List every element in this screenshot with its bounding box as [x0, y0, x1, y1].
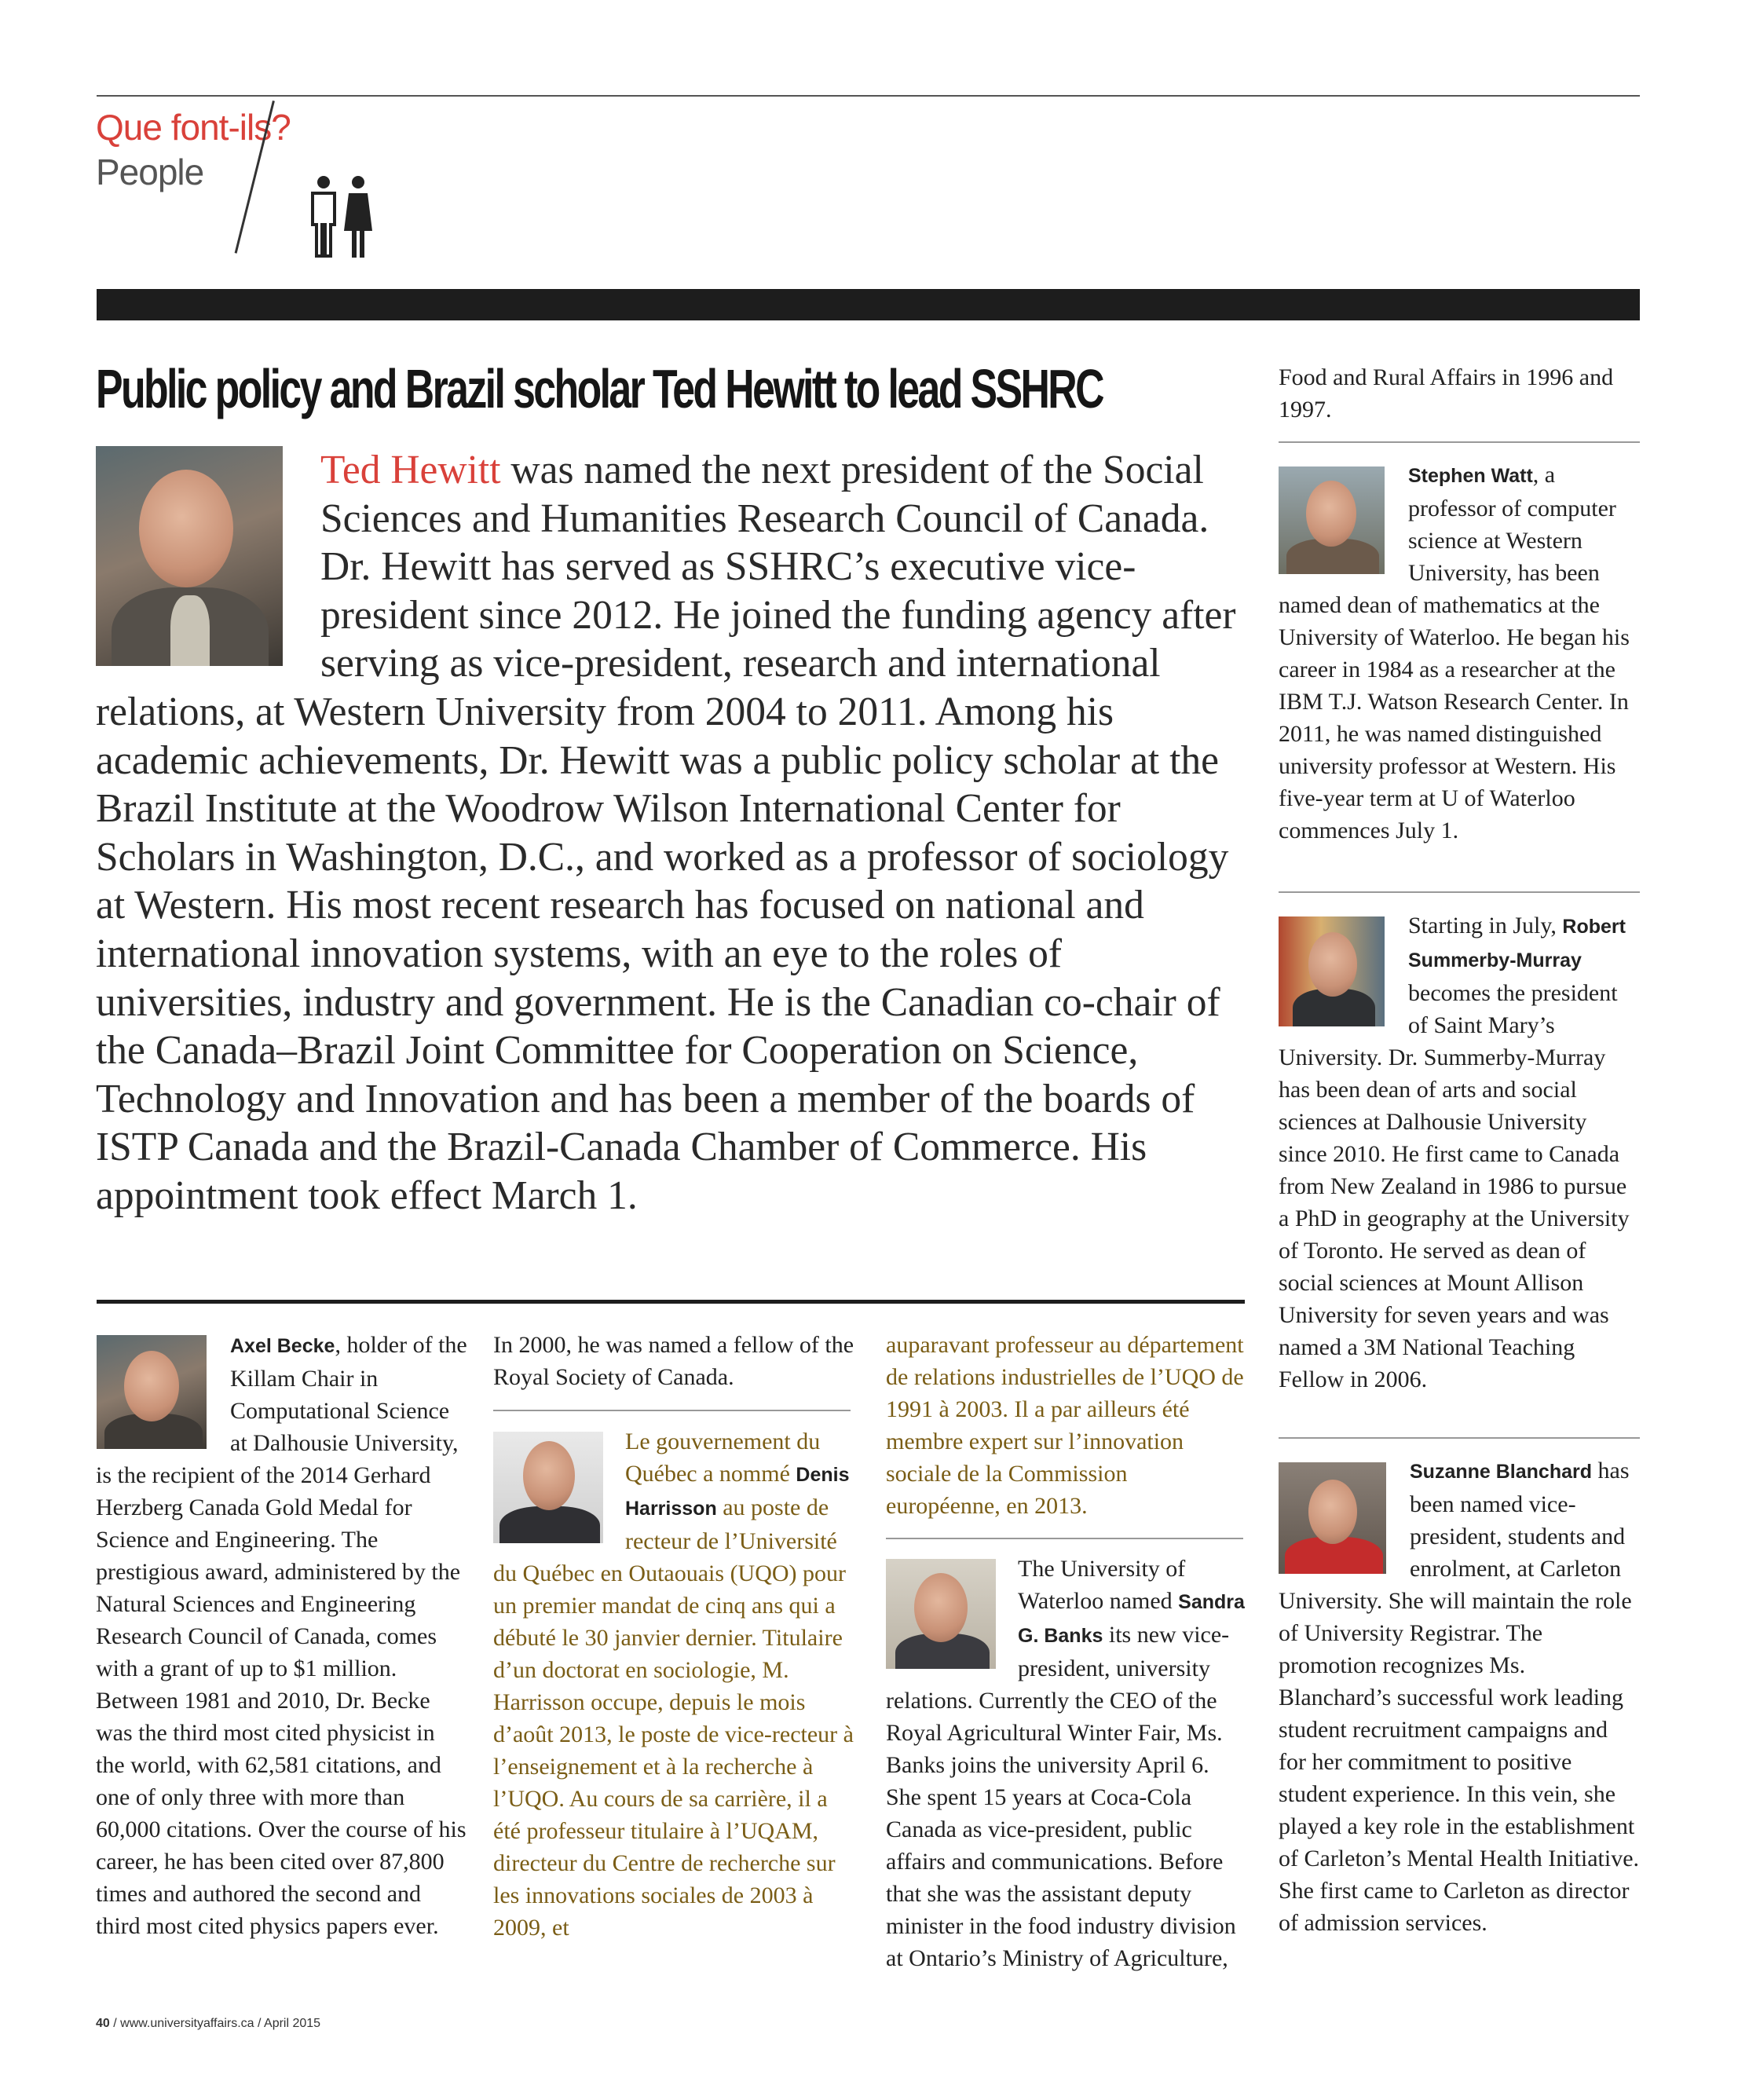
- column-rule: [493, 1410, 851, 1411]
- becke-name: Axel Becke: [230, 1335, 335, 1357]
- becke-body: , holder of the Killam Chair in Computational Science at Dalhousie University, is the recipient of the 2014 Gerhard Herzberg Canada Gold Medal for Science and Engineering. The prestigious award, administered by the Natural Sciences and Engineering Research Council of Canada, comes with a grant of up to $1 million. Between 1981 and 2010, Dr. Becke was the third most cited physicist in the world, with 62,581 citations, and one of only three with more than 60,000 citations. Over the course of his career, he has been cited over 87,800 times and authored the second and third most cited physics papers ever.: [96, 1332, 467, 1939]
- summerby-name: Robert Summerby-Murray: [1408, 916, 1626, 971]
- harrisson-pre: Le gouvernement du Québec a nommé: [625, 1429, 821, 1487]
- top-rule: [97, 95, 1640, 97]
- section-title-fr: Que font-ils?: [96, 107, 291, 148]
- summerby-article: [1279, 909, 1640, 1396]
- summerby-pre: Starting in July,: [1408, 913, 1563, 938]
- footer-text: / www.universityaffairs.ca / April 2015: [109, 2017, 321, 2030]
- banks-body: its new vice-president, university relations. Currently the CEO of the Royal Agricultural Winter Fair, Ms. Banks joins the university April 6. She spent 15 years at Coca-Cola Canada as vice-president, public affairs and communications. Before that she was the assistant deputy minister in the food industry division at Ontario’s Ministry of Agriculture,: [886, 1622, 1236, 1971]
- harrisson-name: Denis Harrisson: [625, 1464, 850, 1520]
- section-black-bar: [97, 289, 1640, 320]
- blanchard-body: has been named vice-president, students and enrolment, at Carleton University. She will maintain the role of University Registrar. The promotion recognizes Ms. Blanchard’s successful work leading student recruitment campaigns and for her commitment to positive student experience. In this vein, she played a key role in the establishment of Carleton’s Mental Health Initiative. She first came to Carleton as director of admission services.: [1279, 1458, 1640, 1936]
- page-footer: [96, 2017, 320, 2031]
- harrisson-continued: auparavant professeur au département de relations industrielles de l’UQO de 1991 à 2003. Il a par ailleurs été membre expert sur l’innovation sociale de la Commission européenne, en 2013.: [886, 1332, 1244, 1519]
- becke-article: [96, 1329, 469, 1942]
- watt-article: [1279, 459, 1640, 847]
- lead-divider: [97, 1300, 1245, 1304]
- headline: Public policy and Brazil scholar Ted Hewitt to lead SSHRC: [96, 358, 1103, 419]
- harrisson-body: au poste de recteur de l’Université du Québec en Outaouais (UQO) pour un premier mandat de cinq ans qui a débuté le 30 janvier dernier. Titulaire d’un doctorat en sociologie, M. Harrisson occupe, depuis le mois d’août 2013, le poste de vice-recteur à l’enseignement et à la recherche à l’UQO. Au cours de sa carrière, il a été professeur titulaire à l’UQAM, directeur du Centre de recherche sur les innovations sociales de 2003 à 2009, et: [493, 1495, 854, 1941]
- lead-body: was named the next president of the Social Sciences and Humanities Research Council of Canada. Dr. Hewitt has served as SSHRC’s executive vice-president since 2012. He joined the funding agency after serving as vice-president, research and international relations, at Western University from 2004 to 2011. Among his academic achievements, Dr. Hewitt was a public policy scholar at the Brazil Institute at the Woodrow Wilson International Center for Scholars in Washington, D.C., and worked as a professor of sociology at Western. His most recent research has focused on national and international innovation systems, with an eye to the roles of universities, industry and government. He is the Canadian co-chair of the Canada–Brazil Joint Committee for Cooperation on Science, Technology and Innovation and has been a member of the boards of ISTP Canada and the Brazil-Canada Chamber of Commerce. His appointment took effect March 1.: [96, 448, 1236, 1218]
- harrisson-article: [493, 1425, 854, 1944]
- column-rule: [1279, 441, 1640, 443]
- banks-continued: Food and Rural Affairs in 1996 and 1997.: [1279, 364, 1614, 423]
- blanchard-name: Suzanne Blanchard: [1410, 1461, 1592, 1483]
- watt-name: Stephen Watt: [1408, 465, 1533, 487]
- section-title-en: People: [96, 152, 204, 192]
- becke-continued: In 2000, he was named a fellow of the Royal Society of Canada.: [493, 1332, 854, 1390]
- column-rule: [1279, 1437, 1640, 1439]
- ted-hewitt-photo: [96, 446, 283, 666]
- column-rule: [886, 1538, 1243, 1539]
- blanchard-article: [1279, 1454, 1640, 1939]
- lead-article: [96, 446, 1242, 1220]
- banks-name: Sandra G. Banks: [1018, 1591, 1245, 1647]
- banks-article: [886, 1553, 1247, 1974]
- watt-body: , a professor of computer science at Western University, has been named dean of mathematics at the University of Waterloo. He began his career in 1984 as a researcher at the IBM T.J. Watson Research Center. In 2011, he was named distinguished university professor at Western. His five-year term at U of Waterloo commences July 1.: [1279, 462, 1630, 843]
- lead-name: Ted Hewitt: [320, 448, 501, 492]
- column-rule: [1279, 891, 1640, 893]
- page-number: 40: [96, 2017, 110, 2030]
- banks-pre: The University of Waterloo named: [1018, 1556, 1186, 1614]
- people-icon: [306, 174, 377, 259]
- summerby-body: becomes the president of Saint Mary’s University. Dr. Summerby-Murray has been dean of arts and social sciences at Dalhousie University since 2010. He first came to Canada from New Zealand in 1986 to pursue a PhD in geography at the University of Toronto. He served as dean of social sciences at Mount Allison University for seven years and was named a 3M National Teaching Fellow in 2006.: [1279, 980, 1630, 1392]
